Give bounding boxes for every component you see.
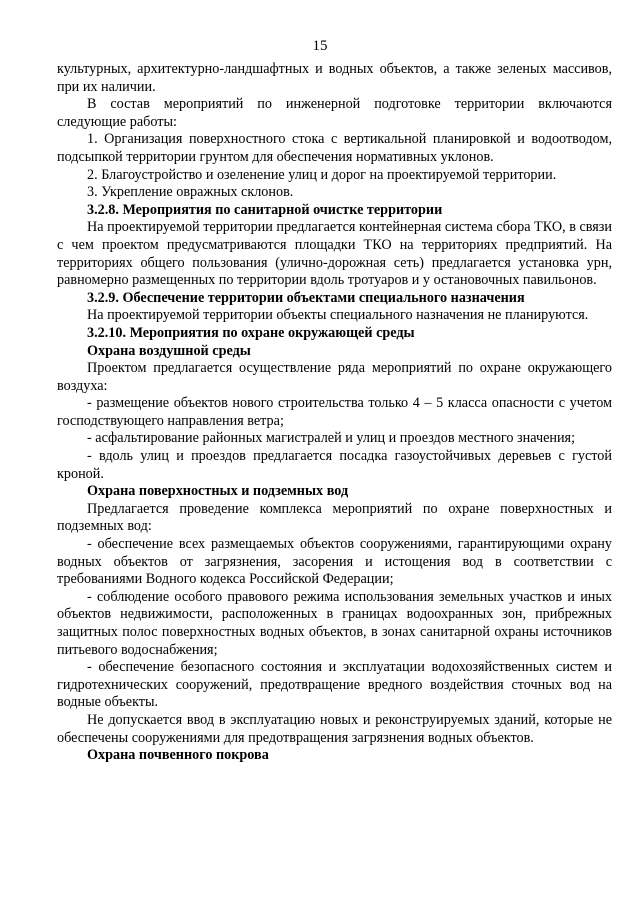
list-item: 3. Укрепление овражных склонов.: [87, 184, 294, 201]
paragraph: На проектируемой территории объекты специального назначения не планируются.: [87, 307, 589, 324]
section-heading-3-2-10: 3.2.10. Мероприятия по охране окружающей среды: [87, 324, 415, 341]
section-heading-3-2-8: 3.2.8. Мероприятия по санитарной очистке территории: [87, 201, 443, 218]
section-heading-3-2-9: 3.2.9. Обеспечение территории объектами специального назначения: [87, 289, 525, 306]
paragraph: Предлагается проведение комплекса мероприятий по охране поверхностных и подземных вод:: [57, 500, 612, 535]
list-item: - размещение объектов нового строительства только 4 – 5 класса опасности с учетом господствующего направления ветра;: [57, 395, 612, 429]
paragraph: Не допускается ввод в эксплуатацию новых и реконструируемых зданий, которые не обеспечены сооружениями для предотвращения загрязнения водных объектов.: [57, 711, 612, 746]
paragraph: Проектом предлагается осуществление ряда мероприятий по охране окружающего воздуха:: [57, 360, 612, 394]
list-item: - обеспечение всех размещаемых объектов сооружениями, гарантирующими охрану водных объектов от загрязнения, засорения и истощения вод в соответствии с требованиями Водного кодекса Российской Федерации;: [57, 536, 612, 588]
subheading-soil: Охрана почвенного покрова: [87, 747, 269, 764]
list-item: 2. Благоустройство и озеленение улиц и дорог на проектируемой территории.: [87, 166, 557, 183]
list-item: - обеспечение безопасного состояния и эксплуатации водохозяйственных систем и гидротехнических сооружений, предотвращение вредного воздействия сточных вод на водные объекты.: [57, 659, 612, 711]
paragraph: культурных, архитектурно-ландшафтных и водных объектов, а также зеленых массивов, при их наличии.: [57, 61, 612, 95]
paragraph: В состав мероприятий по инженерной подготовке территории включаются следующие работы:: [57, 96, 612, 130]
page-body: [57, 61, 612, 765]
list-item: 1. Организация поверхностного стока с вертикальной планировкой и водоотводом, подсыпкой территории грунтом для обеспечения нормативных уклонов.: [57, 131, 612, 165]
page-number: 15: [312, 38, 328, 54]
list-item: - соблюдение особого правового режима использования земельных участков и иных объектов недвижимости, расположенных в границах водоохранных зон, прибрежных защитных полос поверхностных водных объектов, в зонах санитарной охраны источников питьевого водоснабжения;: [57, 588, 612, 658]
list-item: - вдоль улиц и проездов предлагается посадка газоустойчивых деревьев с густой кроной.: [57, 448, 612, 482]
subheading-air: Охрана воздушной среды: [87, 342, 251, 359]
subheading-water: Охрана поверхностных и подземных вод: [87, 483, 349, 500]
list-item: - асфальтирование районных магистралей и улиц и проездов местного значения;: [87, 430, 576, 447]
paragraph: На проектируемой территории предлагается контейнерная система сбора ТКО, в связи с чем проектом предусматриваются площадки ТКО на территориях предприятий. На территориях общего пользования (улично-дорожная сеть) предлагается установка урн, равномерно размещенных по территории вдоль тротуаров и у остановочных павильонов.: [57, 219, 612, 289]
